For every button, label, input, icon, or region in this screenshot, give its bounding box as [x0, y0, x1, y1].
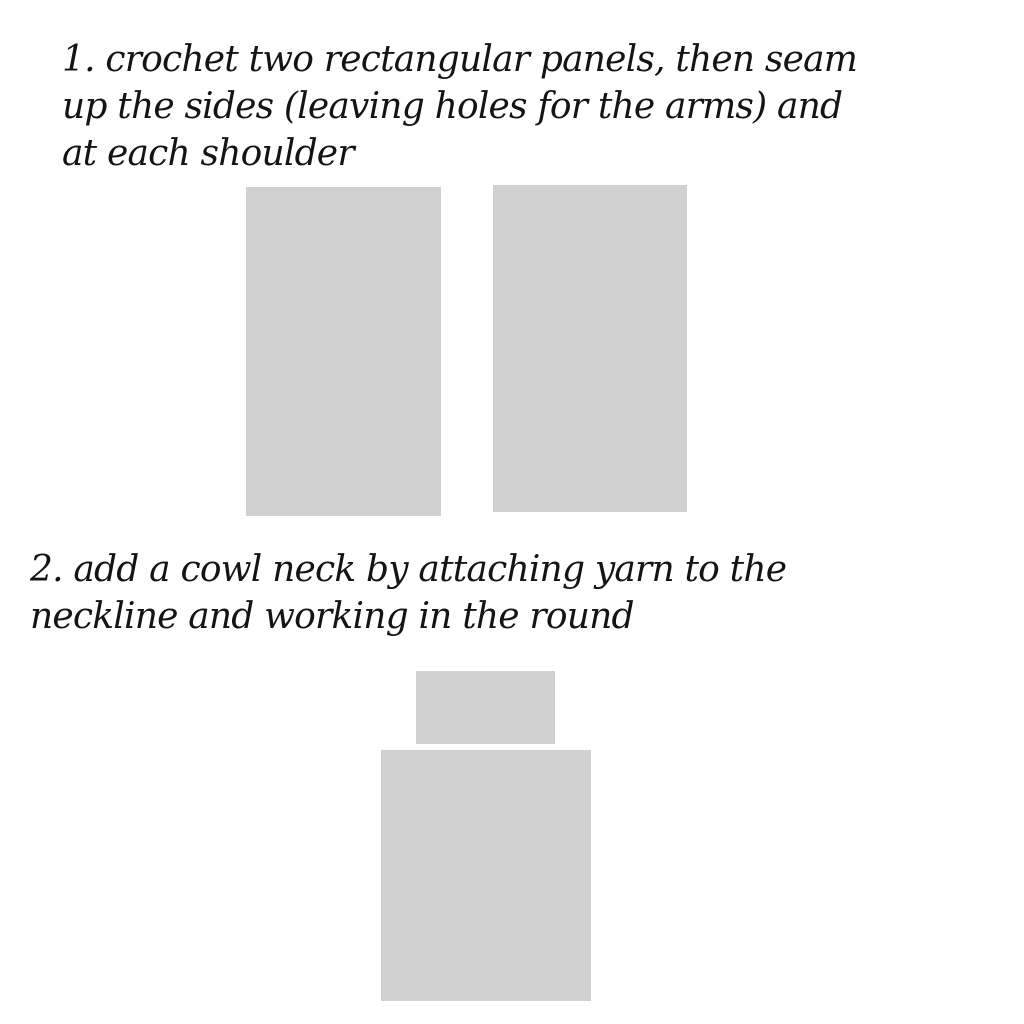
front-panel-rectangle	[246, 187, 441, 516]
step-2-line-1: 2. add a cowl neck by attaching yarn to the	[30, 549, 787, 590]
step-2-instruction	[30, 546, 786, 640]
sweater-body-rectangle	[381, 750, 591, 1001]
step-1-line-1: 1. crochet two rectangular panels, then seam	[62, 39, 858, 80]
step-1-line-3: at each shoulder	[62, 133, 354, 174]
step-1-line-2: up the sides (leaving holes for the arms) and	[62, 86, 843, 127]
step-1-instruction	[62, 36, 857, 177]
cowl-neck-rectangle	[416, 671, 555, 744]
step-2-line-2: neckline and working in the round	[30, 596, 634, 637]
back-panel-rectangle	[493, 185, 687, 512]
